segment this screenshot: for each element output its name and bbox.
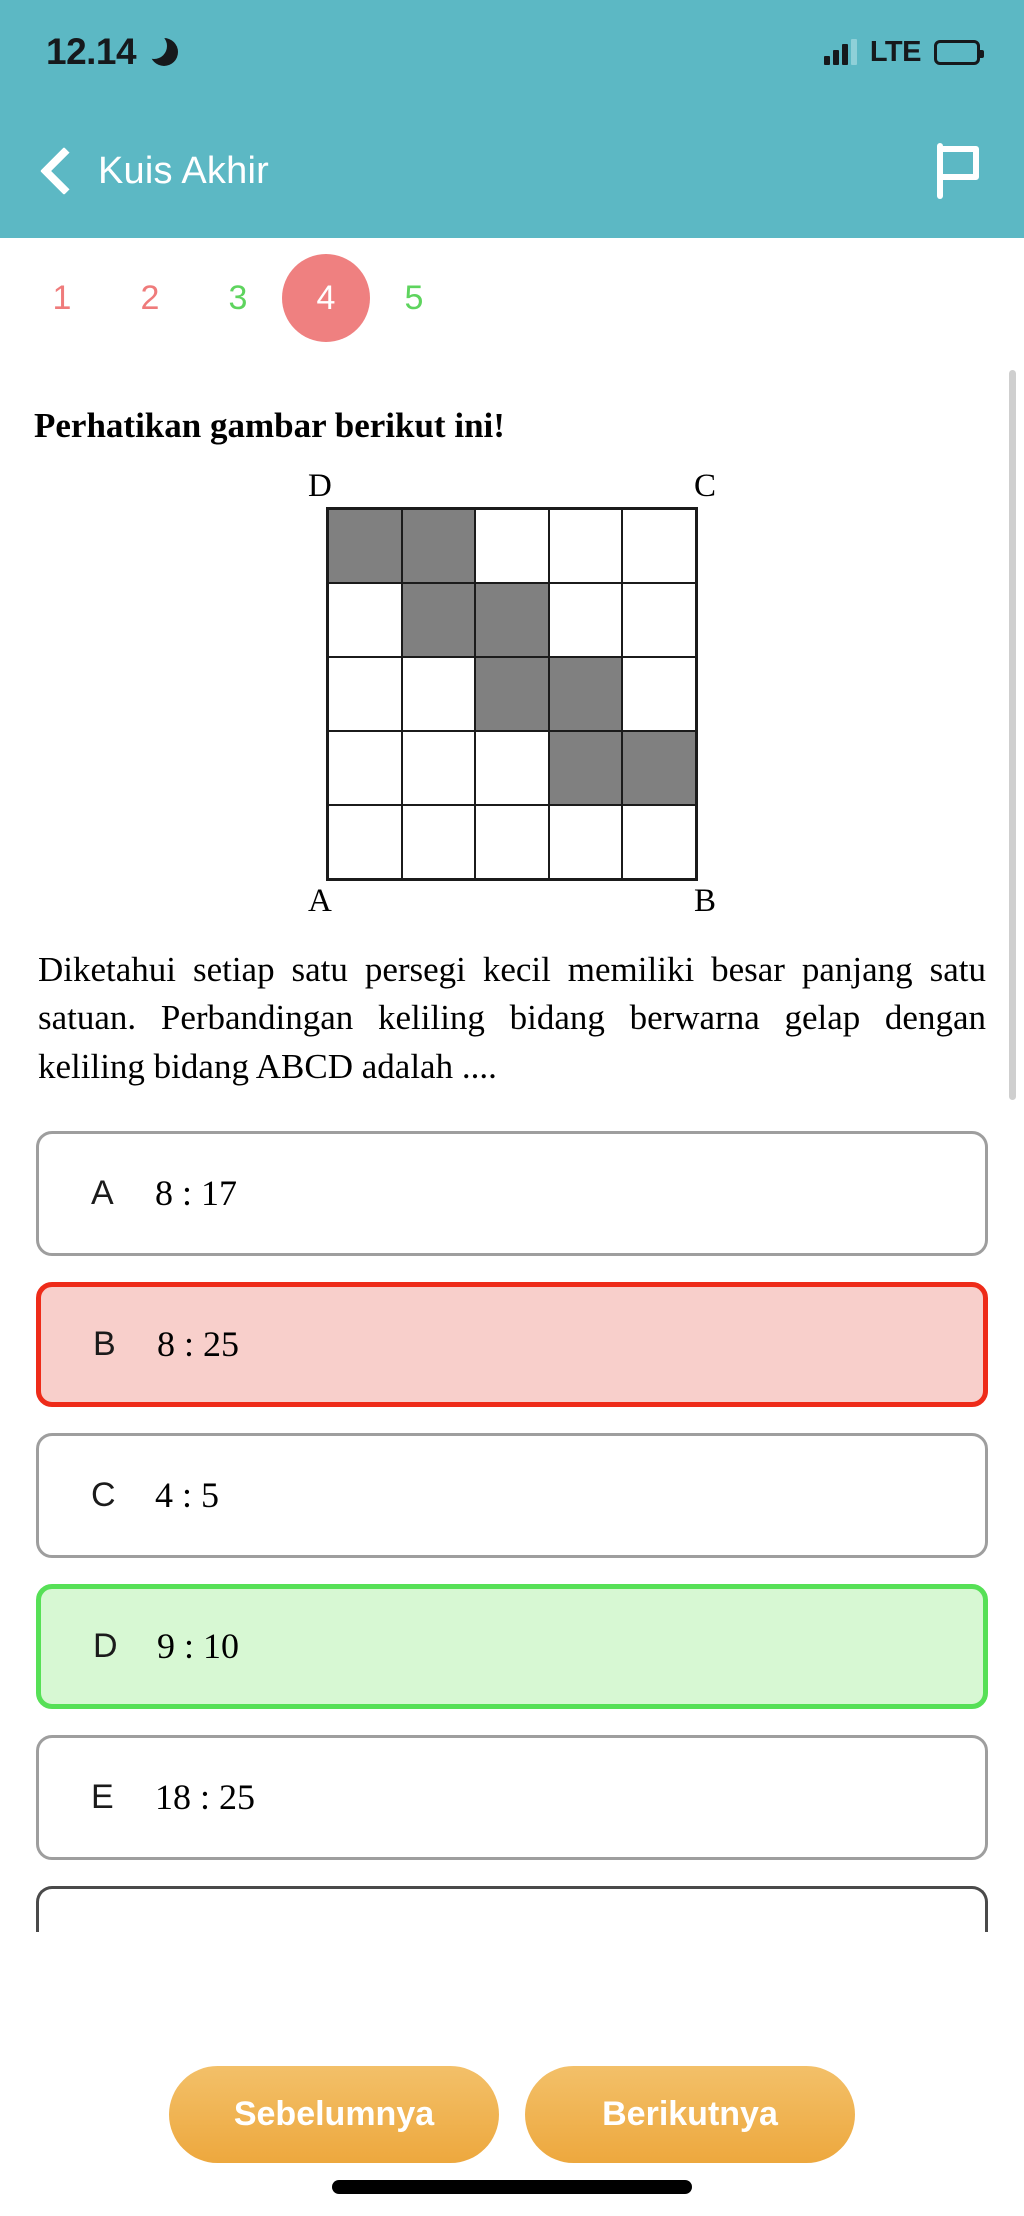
figure-grid bbox=[326, 507, 698, 881]
figure-cell-r3-c3 bbox=[476, 658, 548, 730]
battery-icon bbox=[934, 40, 980, 65]
option-letter: E bbox=[91, 1777, 114, 1816]
figure-cell-r4-c4 bbox=[550, 732, 622, 804]
question-figure bbox=[302, 468, 722, 920]
figure-cell-r2-c4 bbox=[550, 584, 622, 656]
figure-cell-r5-c4 bbox=[550, 806, 622, 878]
status-bar-right bbox=[824, 36, 980, 69]
chevron-left-icon[interactable] bbox=[34, 145, 78, 197]
answer-options bbox=[34, 1131, 990, 1932]
figure-cell-r5-c1 bbox=[329, 806, 401, 878]
question-tab-3[interactable]: 3 bbox=[228, 278, 248, 317]
signal-bars-icon bbox=[824, 39, 857, 65]
home-indicator bbox=[332, 2180, 692, 2194]
figure-cell-r1-c5 bbox=[623, 510, 695, 582]
answer-option-e[interactable] bbox=[36, 1735, 988, 1860]
answer-option-d[interactable] bbox=[36, 1584, 988, 1709]
question-number-tabs bbox=[0, 238, 1024, 358]
app-bar-left bbox=[34, 145, 269, 197]
figure-cell-r4-c3 bbox=[476, 732, 548, 804]
option-letter: C bbox=[91, 1475, 116, 1514]
option-letter: A bbox=[91, 1173, 114, 1212]
figure-cell-r1-c1 bbox=[329, 510, 401, 582]
previous-button[interactable]: Sebelumnya bbox=[169, 2066, 499, 2163]
figure-cell-r5-c3 bbox=[476, 806, 548, 878]
figure-cell-r4-c2 bbox=[403, 732, 475, 804]
option-text: 4 : 5 bbox=[155, 1475, 220, 1516]
figure-label-a: A bbox=[308, 883, 332, 919]
option-letter: D bbox=[93, 1626, 118, 1665]
scrollbar-thumb[interactable] bbox=[1009, 370, 1016, 1100]
question-tab-2[interactable]: 2 bbox=[140, 278, 160, 317]
status-time: 12.14 bbox=[46, 31, 137, 72]
figure-cell-r2-c3 bbox=[476, 584, 548, 656]
option-text: 9 : 10 bbox=[157, 1626, 240, 1667]
figure-cell-r2-c5 bbox=[623, 584, 695, 656]
option-letter: B bbox=[93, 1324, 116, 1363]
question-tab-5[interactable]: 5 bbox=[404, 278, 424, 317]
scrollbar[interactable] bbox=[1009, 370, 1016, 2020]
figure-cell-r2-c1 bbox=[329, 584, 401, 656]
flag-icon[interactable] bbox=[934, 143, 980, 199]
question-body: Diketahui setiap satu persegi kecil memiliki besar panjang satu satuan. Perbandingan keliling bidang berwarna gelap dengan keliling bidang ABCD adalah .... bbox=[38, 950, 986, 1086]
status-bar-left bbox=[46, 31, 178, 73]
answer-option-b[interactable] bbox=[36, 1282, 988, 1407]
figure-cell-r1-c3 bbox=[476, 510, 548, 582]
next-button[interactable]: Berikutnya bbox=[525, 2066, 855, 2163]
figure-cell-r5-c2 bbox=[403, 806, 475, 878]
figure-cell-r3-c4 bbox=[550, 658, 622, 730]
figure-cell-r4-c5 bbox=[623, 732, 695, 804]
option-text: 8 : 17 bbox=[155, 1173, 238, 1214]
app-bar bbox=[0, 104, 1024, 238]
figure-bottom-labels bbox=[302, 883, 722, 920]
figure-label-d: D bbox=[308, 468, 332, 504]
answer-option-c[interactable] bbox=[36, 1433, 988, 1558]
network-type-label: LTE bbox=[869, 35, 921, 68]
answer-option-a[interactable] bbox=[36, 1131, 988, 1256]
figure-cell-r2-c2 bbox=[403, 584, 475, 656]
figure-top-labels bbox=[302, 468, 722, 505]
figure-cell-r4-c1 bbox=[329, 732, 401, 804]
figure-cell-r3-c5 bbox=[623, 658, 695, 730]
figure-cell-r1-c2 bbox=[403, 510, 475, 582]
question-heading: Perhatikan gambar berikut ini! bbox=[34, 406, 505, 445]
figure-cell-r3-c2 bbox=[403, 658, 475, 730]
answer-option-next-partial[interactable] bbox=[36, 1886, 988, 1932]
figure-label-c: C bbox=[693, 468, 716, 504]
option-text: 8 : 25 bbox=[157, 1324, 240, 1365]
figure-label-b: B bbox=[693, 883, 716, 919]
option-text: 18 : 25 bbox=[155, 1777, 256, 1818]
question-tab-4[interactable]: 4 bbox=[282, 254, 370, 342]
status-bar bbox=[0, 0, 1024, 104]
figure-cell-r1-c4 bbox=[550, 510, 622, 582]
question-content bbox=[0, 358, 1024, 2040]
question-tab-1[interactable]: 1 bbox=[52, 278, 72, 317]
page-title: Kuis Akhir bbox=[98, 149, 269, 192]
figure-cell-r3-c1 bbox=[329, 658, 401, 730]
moon-icon bbox=[150, 38, 178, 66]
figure-cell-r5-c5 bbox=[623, 806, 695, 878]
